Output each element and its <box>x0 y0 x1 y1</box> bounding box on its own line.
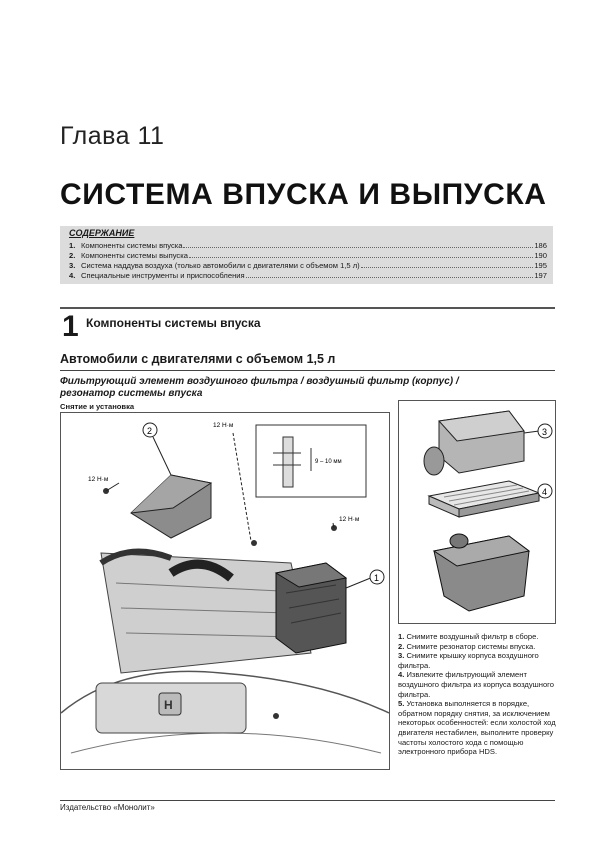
air-cleaner-drawing <box>399 401 555 623</box>
footer-divider <box>60 800 555 801</box>
callout-3: 3 <box>542 427 548 437</box>
part-title: Фильтрующий элемент воздушного фильтра / воздушный фильтр (корпус) / резонатор системы впуска <box>60 376 459 399</box>
toc-item-number: 3. <box>69 261 76 270</box>
svg-text:H: H <box>164 698 173 712</box>
callout-2: 2 <box>147 426 153 436</box>
toc-item-text: Компоненты системы выпуска <box>81 251 188 260</box>
air-cleaner-exploded-figure <box>398 400 556 624</box>
callout-1: 1 <box>374 573 380 583</box>
section-divider <box>60 307 555 309</box>
step-text: Установка выполняется в порядке, обратном порядку снятия, за исключением некоторых особенностей: если холостой ход двигателя нестабилен, выполните проверку частоты холостого хода с помощью электронного прибора HDS. <box>398 699 556 757</box>
toc-item-text: Компоненты системы впуска <box>81 241 183 250</box>
publisher-footer: Издательство «Монолит» <box>60 803 155 812</box>
torque-label: 12 Н·м <box>88 476 109 483</box>
toc-item-page: 190 <box>534 251 547 260</box>
toc-leader <box>246 270 534 278</box>
toc-item-number: 2. <box>69 251 76 260</box>
subsection-heading: Автомобили с двигателями с объемом 1,5 л <box>60 352 336 366</box>
step-text: Снимите резонатор системы впуска. <box>406 641 536 651</box>
torque-label: 12 Н·м <box>213 422 234 429</box>
subsection-underline <box>60 370 555 371</box>
toc-item-page: 186 <box>534 241 547 250</box>
callout-4: 4 <box>542 487 548 497</box>
step-item <box>398 699 558 757</box>
dimension-label: 9 – 10 мм <box>315 459 342 465</box>
step-number: 5. <box>398 699 405 709</box>
step-item <box>398 642 558 652</box>
chapter-label: Глава 11 <box>60 122 165 150</box>
toc-leader <box>189 250 533 258</box>
toc-item-page: 195 <box>534 261 547 270</box>
engine-bay-figure <box>60 412 390 770</box>
step-number: 4. <box>398 670 405 680</box>
engine-bay-drawing <box>61 413 389 769</box>
toc-heading: СОДЕРЖАНИЕ <box>69 228 135 238</box>
section-number: 1 <box>62 310 79 343</box>
step-number: 3. <box>398 651 405 661</box>
procedure-steps <box>398 632 558 757</box>
toc-item-page: 197 <box>534 271 547 280</box>
page-title: СИСТЕМА ВПУСКА И ВЫПУСКА <box>60 178 547 211</box>
table-of-contents <box>60 226 553 284</box>
step-text: Извлеките фильтрующий элемент воздушного фильтра из корпуса воздушного фильтра. <box>398 670 554 699</box>
procedure-title: Снятие и установка <box>60 402 135 411</box>
toc-item[interactable] <box>69 270 547 281</box>
toc-item-number: 4. <box>69 271 76 280</box>
section-title: Компоненты системы впуска <box>86 316 261 330</box>
torque-label: 12 Н·м <box>339 516 360 523</box>
step-item <box>398 670 558 699</box>
toc-leader <box>183 240 533 248</box>
step-item <box>398 651 558 670</box>
step-text: Снимите крышку корпуса воздушного фильтра. <box>398 651 539 670</box>
step-text: Снимите воздушный фильтр в сборе. <box>406 632 539 641</box>
step-item <box>398 632 558 642</box>
toc-item-number: 1. <box>69 241 76 250</box>
toc-leader <box>361 260 534 268</box>
step-number: 2. <box>398 641 405 651</box>
toc-item-text: Специальные инструменты и приспособления <box>81 271 245 280</box>
step-number: 1. <box>398 632 405 641</box>
toc-item-text: Система наддува воздуха (только автомобили с двигателями с объемом 1,5 л) <box>81 261 360 270</box>
